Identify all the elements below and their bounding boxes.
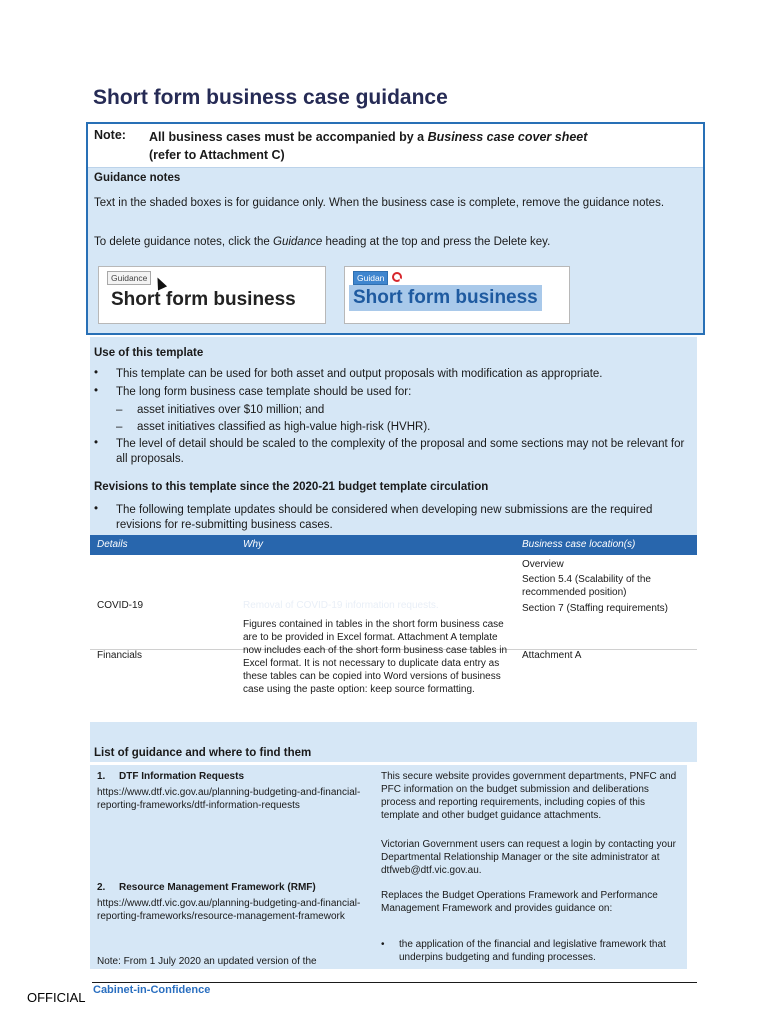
footer-official-label: OFFICIAL: [27, 990, 86, 1005]
use-of-template-section: [90, 337, 697, 535]
cell-location: Attachment A: [522, 650, 582, 661]
revisions-table: [90, 535, 697, 713]
guidance-heading[interactable]: Guidance notes: [94, 172, 181, 184]
dash-icon: –: [116, 421, 123, 433]
use-bullet-1: This template can be used for both asset and output proposals with modification as appropriate.: [116, 368, 603, 380]
footer-rule: [92, 982, 697, 983]
example-screenshot-selected: [344, 266, 570, 324]
screenshot-guidance-tab-selected: Guidan: [353, 271, 388, 285]
note-text: [149, 128, 689, 164]
note-text-post: (refer to Attachment C): [149, 148, 285, 162]
list-item-description: Replaces the Budget Operations Framework and Performance Management Framework and provides guidance on:: [381, 890, 658, 914]
footer-classification: Cabinet-in-Confidence: [93, 984, 211, 996]
use-sub-bullet-1: asset initiatives over $10 million; and: [137, 404, 325, 416]
screenshot-heading-text: Short form business: [111, 289, 296, 310]
example-screenshot-unselected: [98, 266, 326, 324]
guidance-p2-post: heading at the top and press the Delete key.: [322, 236, 551, 248]
list-item-title: Resource Management Framework (RMF): [119, 882, 316, 893]
guidance-box: [86, 122, 705, 335]
dtf-information-requests-link[interactable]: https://www.dtf.vic.gov.au/planning-budgeting-and-financial-reporting-frameworks/dtf-information-requests: [97, 787, 361, 811]
cell-location-2: Section 5.4 (Scalability of the recommended position): [522, 574, 651, 598]
list-item-bullet: the application of the financial and legislative framework that underpins budgeting and funding processes.: [399, 939, 666, 963]
use-sub-bullet-2: asset initiatives classified as high-value high-risk (HVHR).: [137, 421, 431, 433]
cell-why: Figures contained in tables in the short form business case are to be provided in Excel format. Attachment A template now includes each of the short form business case tables in Excel format. It is not necessary to duplicate data entry as these tables can be copied into Word versions of business case using the paste option: keep source formatting.: [243, 619, 508, 695]
list-item-description-2: Victorian Government users can request a login by contacting your Departmental Relationship Manager or the site administrator at dtfweb@dtf.vic.gov.au.: [381, 839, 676, 876]
cell-details: COVID-19: [97, 600, 144, 611]
dash-icon: –: [116, 404, 123, 416]
cell-location-1: Overview: [522, 559, 564, 570]
screenshot-heading-text-selected: Short form business: [349, 285, 542, 311]
table-header-row: [90, 535, 697, 555]
table-header-details: Details: [97, 539, 128, 550]
cell-details: Financials: [97, 650, 143, 661]
page-title: Short form business case guidance: [93, 86, 448, 109]
guidance-list-heading: List of guidance and where to find them: [94, 747, 312, 759]
cell-why: Removal of COVID-19 information requests.: [243, 600, 439, 611]
revisions-heading: Revisions to this template since the 2020-21 budget template circulation: [94, 481, 489, 493]
use-of-template-heading: Use of this template: [94, 347, 204, 359]
use-bullet-2: The long form business case template should be used for:: [116, 386, 412, 398]
bullet-icon: •: [94, 385, 99, 397]
bullet-icon: •: [94, 367, 99, 379]
list-item-title: DTF Information Requests: [119, 771, 245, 782]
guidance-paragraph-1: Text in the shaded boxes is for guidance only. When the business case is complete, remove the guidance notes.: [94, 197, 665, 209]
guidance-list: [90, 765, 687, 970]
table-header-location: Business case location(s): [522, 539, 636, 550]
revisions-bullet: The following template updates should be considered when developing new submissions are the required revisions for re-submitting business cases.: [116, 504, 653, 531]
list-item-note: Note: From 1 July 2020 an updated version of the: [97, 956, 317, 967]
guidance-p2-pre: To delete guidance notes, click the: [94, 236, 274, 248]
table-row: [90, 619, 697, 713]
bullet-icon: •: [94, 503, 99, 515]
note-header: [88, 124, 703, 168]
list-item-description: This secure website provides government departments, PNFC and PFC information on the budget submission and deliberations process and reporting requirements, including copies of this template and other budget guidance attachments.: [381, 771, 677, 821]
guidance-list-band: [90, 722, 697, 762]
bullet-icon: •: [94, 437, 99, 449]
table-header-why: Why: [243, 539, 263, 550]
list-item-number: 1.: [97, 771, 106, 782]
note-text-pre: All business cases must be accompanied by a: [149, 130, 428, 144]
resource-management-framework-link[interactable]: https://www.dtf.vic.gov.au/planning-budgeting-and-financial-reporting-frameworks/resource-management-framework: [97, 898, 361, 922]
screenshot-guidance-tab: Guidance: [107, 271, 151, 285]
note-label: Note:: [94, 128, 126, 142]
list-item-number: 2.: [97, 882, 106, 893]
guidance-p2-italic: Guidance: [273, 236, 323, 248]
cell-location-3: Section 7 (Staffing requirements): [522, 603, 669, 614]
note-text-italic: Business case cover sheet: [427, 130, 588, 144]
use-bullet-3: The level of detail should be scaled to the complexity of the proposal and some sections may not be relevant for all proposals.: [116, 438, 685, 465]
guidance-paragraph-2: [94, 236, 684, 248]
bullet-icon: •: [381, 939, 385, 950]
